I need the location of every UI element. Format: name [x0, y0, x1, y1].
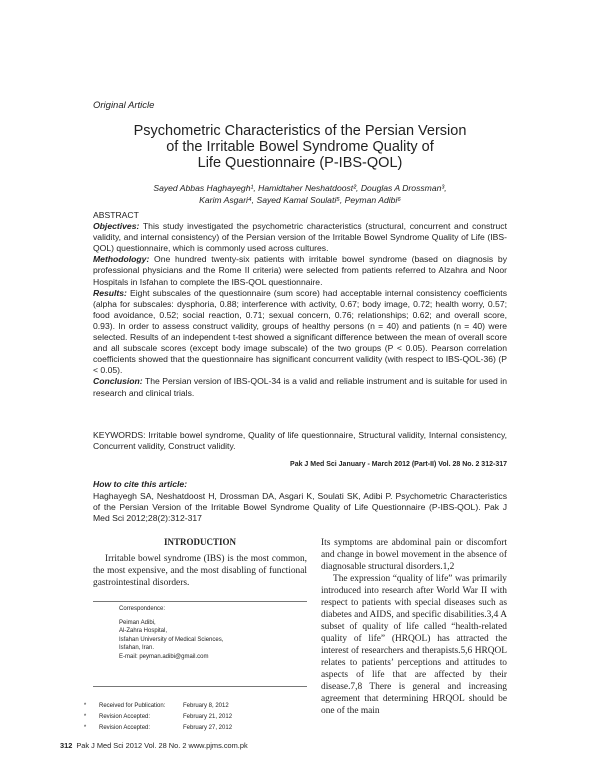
results-text: Eight subscales of the questionnaire (sum score) had acceptable internal consistency coefficients (alpha for subscales: dysphoria, 0.88; interference with activity, 0.67; body image, 0.72; health worry, 0.57; food avoidance, 0.52; social reaction, 0.71; sexual concern, 0.76; relationships; 0.62; and overall score, 0.93). In order to assess construct validity, groups of healthy persons (n = 40) and patients (n = 40) were selected. Results of an independent t-test showed a significant difference between the mean of overall score and all subscale scores (except body image subscale) of the two groups (P < 0.05). Pearson correlation coefficients showed that the questionnaire has significant concurrent validity (with respect to IBS-QOL-36) (P < 0.05).: [93, 287, 507, 376]
authors-line: Sayed Abbas Haghayegh¹, Hamidtaher Neshatdoost², Douglas A Drossman³,: [153, 183, 447, 193]
keywords-text: Irritable bowel syndrome, Quality of life questionnaire, Structural validity, Internal consistency, Concurrent validity, Construct validity.: [93, 430, 507, 452]
date-label: Received for Publication:: [99, 702, 166, 709]
article-title: [80, 123, 520, 171]
how-to-cite-heading: How to cite this article:: [93, 479, 188, 489]
body-paragraph: Its symptoms are abdominal pain or discomfort and change in bowel movement in the absence of diagnosable structural disorders.1,2: [321, 538, 507, 572]
intro-paragraph: Irritable bowel syndrome (IBS) is the most common, the most expensive, and the most disabling of functional gastrointestinal disorders.: [93, 554, 307, 588]
date-value: February 8, 2012: [183, 702, 229, 709]
methodology-label: Methodology:: [93, 254, 150, 265]
objectives-label: Objectives:: [93, 221, 140, 232]
correspondence-line: Isfahan University of Medical Sciences,: [119, 636, 224, 643]
correspondence-email: E-mail: peyman.adibi@gmail.com: [119, 653, 209, 660]
title-line: Life Questionnaire (P-IBS-QOL): [197, 155, 403, 171]
right-column: [321, 537, 507, 717]
page-footer: [60, 741, 248, 750]
title-line: of the Irritable Bowel Syndrome Quality of: [166, 139, 434, 155]
objectives-text: This study investigated the psychometric characteristics (structural, concurrent and construct validity, and internal consistency) of the Persian version of the Irritable Bowel Syndrome Quality of Life (IBS-QOL) questionnaire, which is commonly used across cultures.: [93, 221, 507, 254]
abstract-results: [93, 288, 507, 377]
date-value: February 27, 2012: [183, 724, 233, 731]
article-type-label: Original Article: [93, 100, 155, 111]
correspondence-heading: Correspondence:: [119, 606, 166, 612]
bullet-icon: *: [83, 713, 87, 720]
abstract: [93, 210, 507, 399]
date-row: [79, 700, 309, 711]
bullet-icon: *: [83, 702, 87, 709]
methodology-text: One hundred twenty-six patients with irritable bowel syndrome (based on diagnosis by professional physicians and the Rome II criteria) were selected from patients referred to Alzahra and Noor Hospitals in Isfahan to complete the IBS-QOL questionnaire.: [93, 254, 507, 287]
authors-line: Karim Asgari⁴, Sayed Kamal Soulati⁵, Peyman Adibi⁶: [199, 195, 401, 205]
journal-citation-line: Pak J Med Sci January - March 2012 (Part-II) Vol. 28 No. 2 312-317: [290, 461, 507, 468]
conclusion-label: Conclusion:: [93, 376, 143, 387]
abstract-methodology: [93, 254, 507, 287]
title-line: Psychometric Characteristics of the Persian Version: [133, 123, 467, 139]
date-row: [79, 711, 309, 722]
conclusion-text: The Persian version of IBS-QOL-34 is a valid and reliable instrument and is suitable for used in research and clinical trials.: [93, 376, 507, 398]
abstract-objectives: [93, 221, 507, 254]
date-label: Revision Accepted:: [99, 724, 151, 731]
keywords: [93, 430, 507, 452]
how-to-cite-text: Haghayegh SA, Neshatdoost H, Drossman DA, Asgari K, Soulati SK, Adibi P. Psychometric Characteristics of the Persian Version of the Irritable Bowel Syndrome Quality of Life Questionnaire (P-IBS-QOL). Pak J Med Sci 2012;28(2):312-317: [93, 491, 507, 524]
introduction-heading: INTRODUCTION: [163, 537, 236, 547]
authors: [93, 182, 507, 206]
keywords-label: KEYWORDS:: [93, 430, 146, 440]
abstract-heading: ABSTRACT: [93, 210, 139, 220]
date-row: [79, 722, 309, 733]
results-label: Results:: [93, 287, 127, 298]
bullet-icon: *: [83, 724, 87, 731]
date-label: Revision Accepted:: [99, 713, 151, 720]
body-paragraph: The expression “quality of life” was primarily introduced into research after World War II with respect to patients with special diseases such as diabetes and AIDS, and specific disabilities.3,4 A subset of quality of life called “health-related quality of life” (HRQOL) has attracted the interest of researchers and therapists.5,6 HRQOL relates to patients’ perceptions and attitudes to aspects of life that are affected by their disease.7,8 There is general and increasing agreement that determining HRQOL should be one of the main: [321, 574, 507, 716]
left-column: [93, 553, 307, 589]
correspondence-line: Al-Zahra Hospital,: [119, 628, 168, 635]
correspondence-line: Isfahan, Iran.: [119, 645, 155, 652]
footer-text: Pak J Med Sci 2012 Vol. 28 No. 2 www.pjms.com.pk: [76, 741, 248, 750]
page-number: 312: [60, 741, 73, 750]
correspondence: [119, 605, 309, 662]
publication-dates: [79, 700, 309, 733]
abstract-conclusion: [93, 376, 507, 398]
correspondence-line: Peiman Adibi,: [119, 619, 156, 626]
date-value: February 21, 2012: [183, 713, 233, 720]
